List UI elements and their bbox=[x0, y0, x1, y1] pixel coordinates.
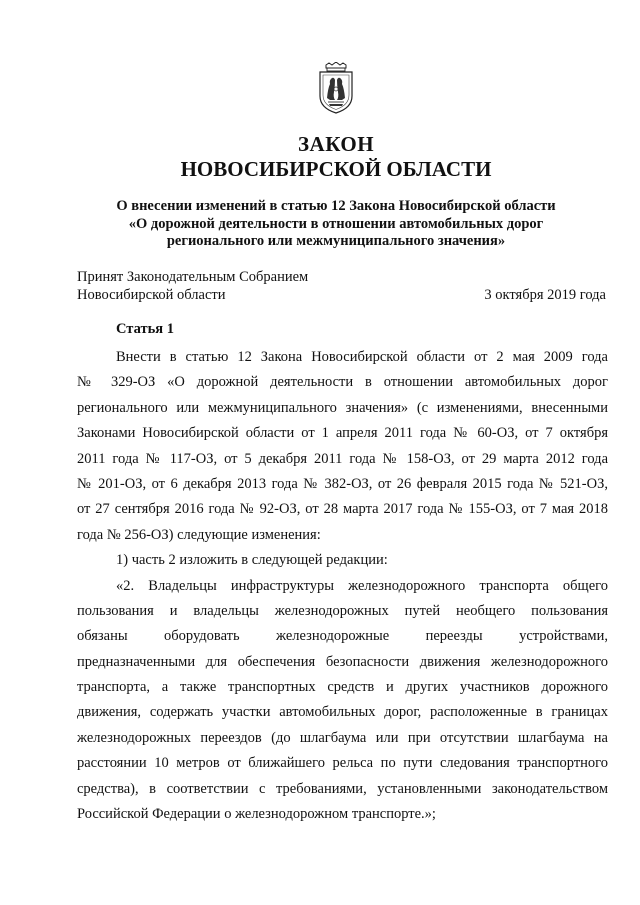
article-heading: Статья 1 bbox=[116, 321, 174, 337]
body-line: года № 256-ОЗ) следующие изменения: bbox=[77, 526, 321, 543]
coat-of-arms-emblem bbox=[316, 62, 356, 114]
law-subject-line: О внесении изменений в статью 12 Закона Новосибирской области bbox=[116, 198, 556, 214]
body-line: пользования и владельцы железнодорожных путей необщего пользования bbox=[77, 602, 608, 619]
body-line: № 329-ОЗ «О дорожной деятельности в отношении автомобильных дорог bbox=[77, 374, 608, 391]
body-line: средства), в соответствии с требованиями, установленными законодательством bbox=[77, 780, 608, 797]
body-line: 1) часть 2 изложить в следующей редакции: bbox=[116, 552, 388, 569]
body-line: 2011 года № 117-ОЗ, от 5 декабря 2011 года № 158-ОЗ, от 29 марта 2012 года bbox=[77, 450, 608, 467]
adoption-info bbox=[77, 269, 308, 304]
law-subject bbox=[100, 198, 572, 251]
adopted-by-line: Принят Законодательным Собранием bbox=[77, 269, 309, 285]
body-line: железнодорожных переездов (до шлагбаума или при отсутствии шлагбаума на bbox=[77, 729, 608, 746]
law-subject-line: регионального или межмуниципального значения» bbox=[166, 233, 506, 249]
region-title: НОВОСИБИРСКОЙ ОБЛАСТИ bbox=[180, 157, 492, 181]
coat-of-arms-icon bbox=[316, 62, 356, 114]
body-line: Внести в статью 12 Закона Новосибирской области от 2 мая 2009 года bbox=[116, 349, 608, 365]
body-line: обязаны оборудовать железнодорожные переезды устройствами, bbox=[77, 628, 608, 645]
body-line: Российской Федерации о железнодорожном транспорте.»; bbox=[77, 806, 436, 823]
body-line: регионального или межмуниципального значения» (с изменениями, внесенными bbox=[77, 399, 608, 416]
body-line: № 201-ОЗ, от 6 декабря 2013 года № 382-ОЗ, от 26 февраля 2015 года № 521-ОЗ, bbox=[77, 475, 608, 492]
adopted-by-line: Новосибирской области bbox=[77, 286, 226, 303]
body-line: транспорта, а также транспортных средств и других участников дорожного bbox=[77, 679, 608, 696]
law-title: ЗАКОН bbox=[297, 132, 375, 156]
body-line: от 27 сентября 2016 года № 92-ОЗ, от 28 марта 2017 года № 155-ОЗ, от 7 мая 2018 bbox=[77, 501, 608, 518]
body-line: расстоянии 10 метров от ближайшего рельса по пути следования транспортного bbox=[77, 755, 608, 772]
body-line: «2. Владельцы инфраструктуры железнодорожного транспорта общего bbox=[116, 577, 608, 594]
body-line: Законами Новосибирской области от 1 апреля 2011 года № 60-ОЗ, от 7 октября bbox=[77, 425, 608, 442]
law-subject-line: «О дорожной деятельности в отношении автомобильных дорог bbox=[128, 215, 544, 232]
article-body bbox=[77, 345, 608, 827]
body-line: предназначенными для обеспечения безопасности движения железнодорожного bbox=[77, 653, 608, 670]
adoption-date: 3 октября 2019 года bbox=[484, 286, 606, 303]
body-line: движения, содержать участки автомобильных дорог, расположенные в границах bbox=[77, 704, 608, 721]
